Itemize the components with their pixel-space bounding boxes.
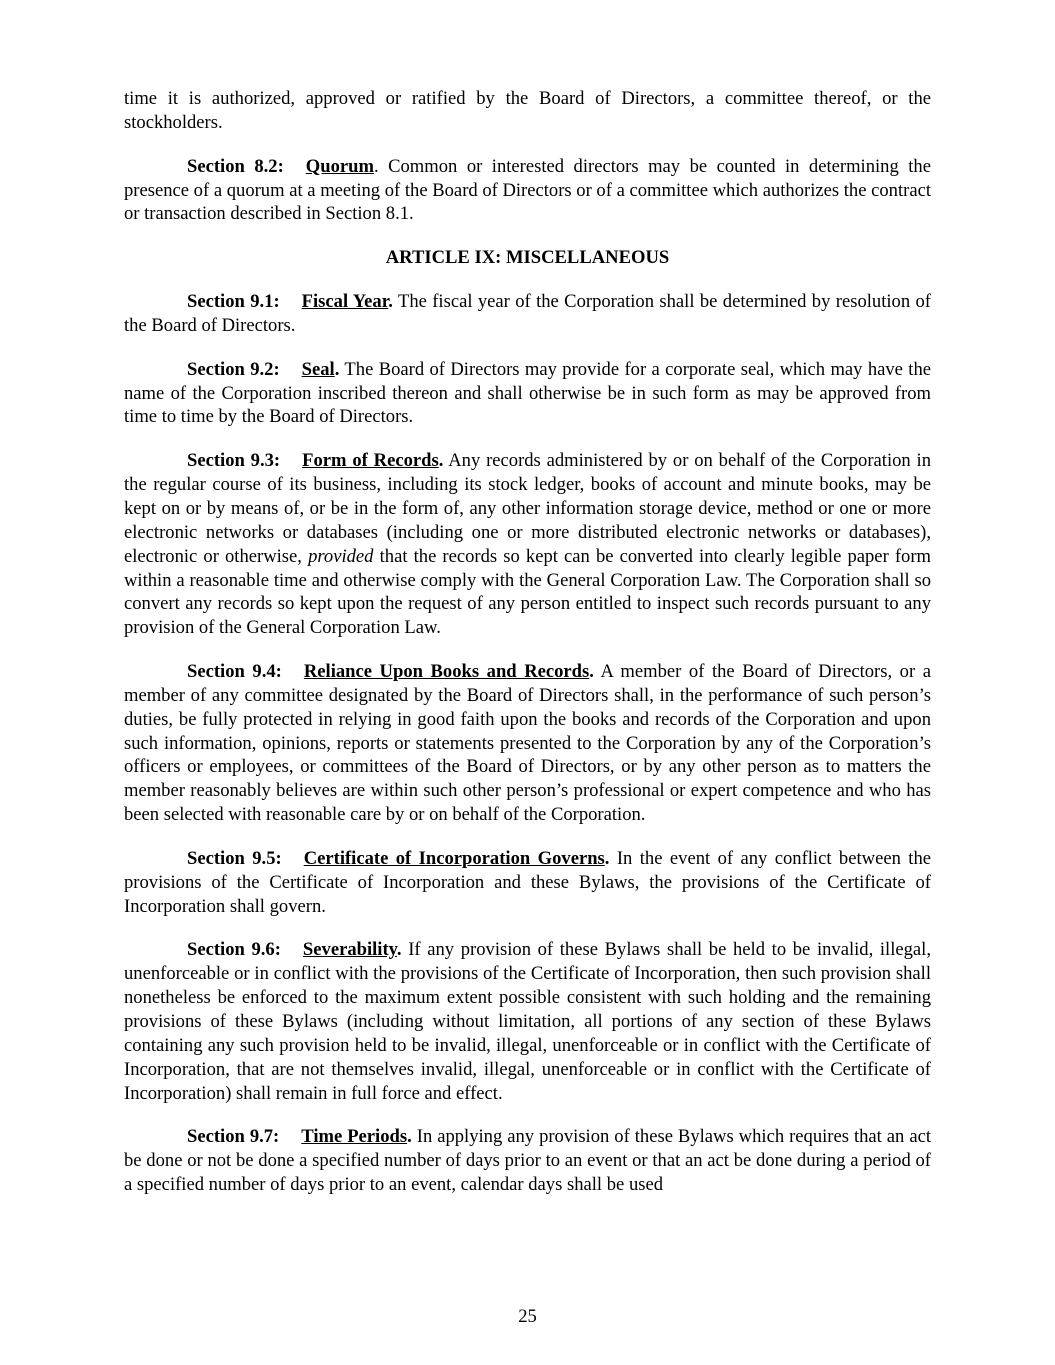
section-number: Section 9.1: bbox=[187, 291, 280, 313]
section-body: If any provision of these Bylaws shall be held to be invalid, illegal, unenforceable or in conflict with the provisions of the Certificate of Incorporation, then such provision shall nonetheless be enforced to the maximum extent possible consistent with such holding and the remaining provisions of these Bylaws (including without limitation, all portions of any section of these Bylaws containing any such provision held to be invalid, illegal, unenforceable or in conflict with the Certificate of Incorporation, that are not themselves invalid, illegal, unenforceable or in conflict with the Certificate of Incorporation) shall remain in full force and effect. bbox=[124, 939, 931, 1104]
section-9-6: Section 9.6: Severability. If any provision of these Bylaws shall be held to be invalid, illegal, unenforceable or in conflict with the provisions of the Certificate of Incorporation, then such provision shall nonetheless be enforced to the maximum extent possible consistent with such holding and the remaining provisions of these Bylaws (including without limitation, all portions of any section of these Bylaws containing any such provision held to be invalid, illegal, unenforceable or in conflict with the Certificate of Incorporation, that are not themselves invalid, illegal, unenforceable or in conflict with the Certificate of Incorporation) shall remain in full force and effect. bbox=[124, 939, 931, 1104]
section-body-continued: that the records so kept can be converted into clearly legible paper form within a reasonable time and otherwise comply with the General Corporation Law. The Corporation shall so convert any records so kept upon the request of any person entitled to inspect such records pursuant to any provision of the General Corporation Law. bbox=[124, 545, 932, 639]
article-heading: ARTICLE IX: MISCELLANEOUS bbox=[385, 247, 670, 269]
section-title: Reliance Upon Books and Records bbox=[303, 661, 590, 683]
section-8-2: Section 8.2: Quorum. Common or interested directors may be counted in determining the presence of a quorum at a meeting of the Board of Directors or of a committee which authorizes the contract or transaction described in Section 8.1. bbox=[124, 155, 931, 225]
section-body: In the event of any conflict between the provisions of the Certificate of Incorporation and these Bylaws, the provisions of the Certificate of Incorporation shall govern. bbox=[124, 847, 932, 917]
section-body: The Board of Directors may provide for a corporate seal, which may have the name of the Corporation inscribed thereon and shall otherwise be in such form as may be approved from time to time by the Board of Directors. bbox=[124, 358, 932, 428]
section-title: Time Periods bbox=[301, 1126, 408, 1148]
section-title: Certificate of Incorporation Governs bbox=[303, 847, 605, 869]
section-number: Section 8.2: bbox=[187, 155, 284, 177]
section-title: Seal bbox=[301, 358, 335, 380]
section-number: Section 9.3: bbox=[187, 450, 281, 472]
section-body: Common or interested directors may be counted in determining the presence of a quorum at a meeting of the Board of Directors or of a committee which authorizes the contract or transaction described in Section 8.1. bbox=[124, 155, 931, 225]
italic-term: provided bbox=[308, 545, 374, 567]
section-body: In applying any provision of these Bylaws which requires that an act be done or not be done a specified number of days prior to an event or that an act be done during a period of a specified number of days prior to an event, calendar days shall be used bbox=[124, 1126, 931, 1196]
section-body: A member of the Board of Directors, or a member of any committee designated by the Board of Directors shall, in the performance of such person’s duties, be fully protected in relying in good faith upon the books and records of the Corporation and upon such information, opinions, reports or statements presented to the Corporation by any of the Corporation’s officers or employees, or committees of the Board of Directors, or by any other person as to matters the member reasonably believes are within such other person’s professional or expert competence and who has been selected with reasonable care by or on behalf of the Corporation. bbox=[124, 661, 931, 826]
section-number: Section 9.5: bbox=[187, 847, 282, 869]
section-title: Severability bbox=[302, 939, 397, 961]
section-9-5: Section 9.5: Certificate of Incorporation Governs. In the event of any conflict between the provisions of the Certificate of Incorporation and these Bylaws, the provisions of the Certificate of Incorporation shall govern. bbox=[124, 847, 932, 917]
section-9-2: Section 9.2: Seal. The Board of Directors may provide for a corporate seal, which may have the name of the Corporation inscribed thereon and shall otherwise be in such form as may be approved from time to time by the Board of Directors. bbox=[124, 358, 932, 428]
section-number: Section 9.2: bbox=[187, 358, 280, 380]
section-number: Section 9.6: bbox=[187, 939, 281, 961]
document-page bbox=[124, 87, 931, 1217]
continued-paragraph: time it is authorized, approved or ratified by the Board of Directors, a committee thereof, or the stockholders. bbox=[124, 88, 931, 133]
section-body: The fiscal year of the Corporation shall be determined by resolution of the Board of Directors. bbox=[124, 291, 931, 336]
section-body: Any records administered by or on behalf of the Corporation in the regular course of its business, including its stock ledger, books of account and minute books, may be kept on or by means of, or be in the form of, any other information storage device, method or one or more electronic networks or databases (including one or more distributed electronic networks or databases), electronic or otherwise, bbox=[124, 450, 932, 567]
section-9-7: Section 9.7: Time Periods. In applying any provision of these Bylaws which requires that an act be done or not be done a specified number of days prior to an event or that an act be done during a period of a specified number of days prior to an event, calendar days shall be used bbox=[124, 1126, 931, 1196]
page-number: 25 bbox=[518, 1306, 537, 1327]
section-9-1: Section 9.1: Fiscal Year. The fiscal year of the Corporation shall be determined by resolution of the Board of Directors. bbox=[124, 291, 931, 336]
section-number: Section 9.7: bbox=[187, 1126, 280, 1148]
section-title: Fiscal Year bbox=[301, 291, 389, 313]
section-number: Section 9.4: bbox=[187, 661, 282, 683]
section-title: Form of Records bbox=[302, 450, 439, 472]
section-9-4: Section 9.4: Reliance Upon Books and Records. A member of the Board of Directors, or a member of any committee designated by the Board of Directors shall, in the performance of such person’s duties, be fully protected in relying in good faith upon the books and records of the Corporation and upon such information, opinions, reports or statements presented to the Corporation by any of the Corporation’s officers or employees, or committees of the Board of Directors, or by any other person as to matters the member reasonably believes are within such other person’s professional or expert competence and who has been selected with reasonable care by or on behalf of the Corporation. bbox=[124, 661, 931, 826]
section-title: Quorum bbox=[305, 155, 374, 177]
section-9-3: Section 9.3: Form of Records. Any records administered by or on behalf of the Corporation in the regular course of its business, including its stock ledger, books of account and minute books, may be kept on or by means of, or be in the form of, any other information storage device, method or one or more electronic networks or databases (including one or more distributed electronic networks or databases), electronic or otherwise, provided that the records so kept can be converted into clearly legible paper form within a reasonable time and otherwise comply with the General Corporation Law. The Corporation shall so convert any records so kept upon the request of any person entitled to inspect such records pursuant to any provision of the General Corporation Law. bbox=[124, 450, 932, 639]
